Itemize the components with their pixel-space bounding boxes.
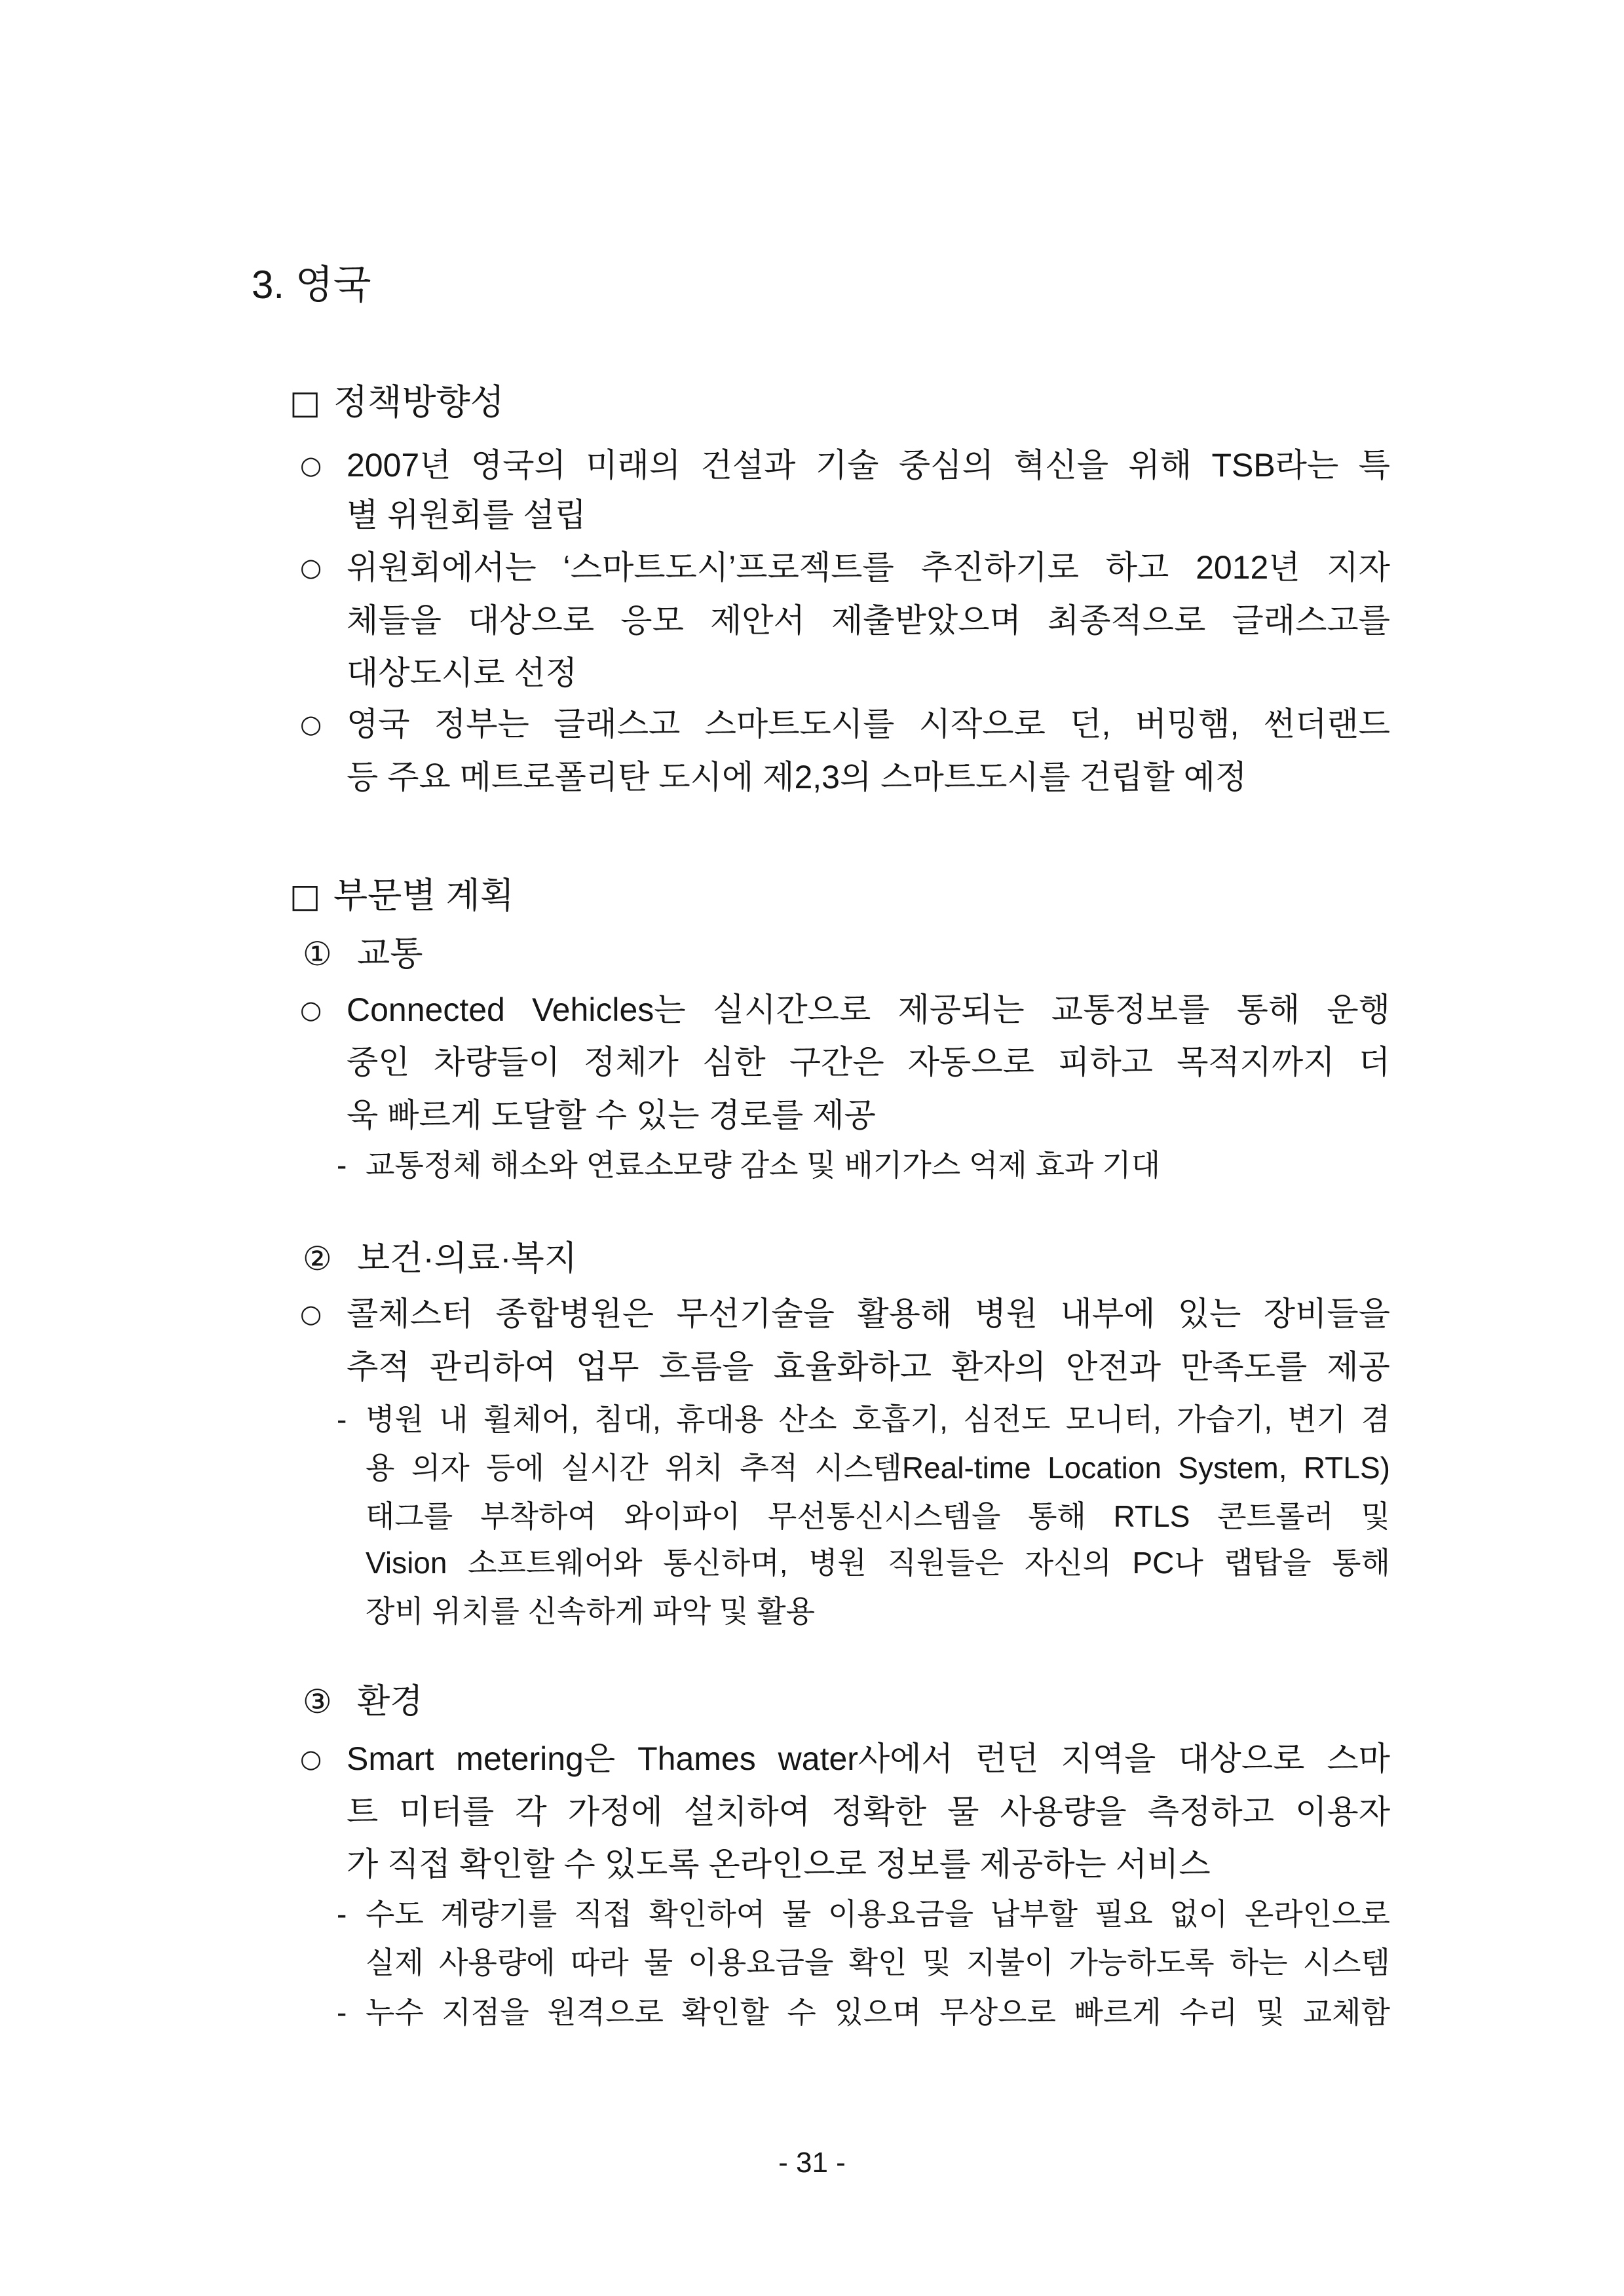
bullet-text: 욱 빠르게 도달할 수 있는 경로를 제공 — [347, 1097, 876, 1134]
bullet-text: 체들을 대상으로 응모 제안서 제출받았으며 최종적으로 글래스고를 — [347, 602, 1390, 639]
section-marker-square: □ — [290, 383, 321, 421]
bullet-line — [347, 1345, 1390, 1388]
note-dash-marker: - — [337, 1897, 347, 1931]
section-title-policy: 정책방향성 — [333, 383, 504, 422]
bullet-text: 2007년 영국의 미래의 건설과 기술 중심의 혁신을 위해 TSB라는 특 — [347, 447, 1390, 484]
sector-title-health: 보건·의료·복지 — [357, 1240, 578, 1278]
note-text: 태그를 부착하여 와이파이 무선통신시스템을 통해 RTLS 콘트롤러 및 — [366, 1499, 1390, 1533]
sector-title-transport: 교통 — [357, 935, 423, 973]
sector-title-environment: 환경 — [357, 1683, 423, 1721]
note-line — [366, 1993, 1390, 2032]
note-text: 용 의자 등에 실시간 위치 추적 시스템Real-time Location System, RTLS) — [366, 1451, 1390, 1485]
bullet-line — [347, 1041, 1390, 1084]
bullet-text: 콜체스터 종합병원은 무선기술을 활용해 병원 내부에 있는 장비들을 — [347, 1295, 1390, 1332]
bullet-text: 트 미터를 각 가정에 설치하여 정확한 물 사용량을 측정하고 이용자 — [347, 1793, 1390, 1830]
bullet-line — [347, 1737, 1390, 1780]
note-line — [366, 1497, 1390, 1536]
bullet-marker: ○ — [300, 710, 322, 738]
bullet-marker: ○ — [300, 1744, 322, 1773]
bullet-line — [347, 1843, 1390, 1886]
note-dash-marker: - — [337, 1995, 347, 2029]
bullet-text: 위원회에서는 ‘스마트도시’프로젝트를 추진하기로 하고 2012년 지자 — [347, 549, 1390, 586]
bullet-line — [347, 546, 1390, 589]
note-text: 장비 위치를 신속하게 파악 및 활용 — [366, 1594, 816, 1628]
note-text: 실제 사용량에 따라 물 이용요금을 확인 및 지불이 가능하도록 하는 시스템 — [366, 1945, 1390, 1980]
bullet-marker: ○ — [300, 451, 322, 480]
bullet-text: 가 직접 확인할 수 있도록 온라인으로 정보를 제공하는 서비스 — [347, 1846, 1211, 1883]
note-line — [366, 1448, 1390, 1487]
section-title-plans: 부문별 계획 — [333, 876, 514, 915]
bullet-text: 별 위원회를 설립 — [347, 497, 586, 533]
bullet-line — [347, 988, 1390, 1031]
bullet-text: 추적 관리하여 업무 흐름을 효율화하고 환자의 안전과 만족도를 제공 — [347, 1349, 1390, 1385]
bullet-text: Connected Vehicles는 실시간으로 제공되는 교통정보를 통해 운행 — [347, 991, 1390, 1028]
note-text: 수도 계량기를 직접 확인하여 물 이용요금을 납부할 필요 없이 온라인으로 — [366, 1897, 1390, 1931]
note-dash-marker: - — [337, 1402, 347, 1436]
note-dash-marker: - — [337, 1148, 347, 1182]
section-marker-square: □ — [290, 877, 321, 915]
note-line — [366, 1894, 1390, 1934]
chapter-title: 3. 영국 — [252, 263, 371, 307]
bullet-line — [347, 444, 1390, 487]
note-line — [366, 1592, 1390, 1631]
bullet-line — [347, 1790, 1390, 1833]
note-line — [366, 1543, 1390, 1582]
bullet-text: 등 주요 메트로폴리탄 도시에 제2,3의 스마트도시를 건립할 예정 — [347, 759, 1247, 795]
note-text: Vision 소프트웨어와 통신하며, 병원 직원들은 자신의 PC나 랩탑을 통해 — [366, 1546, 1390, 1580]
bullet-text: Smart metering은 Thames water사에서 런던 지역을 대상으로 스마 — [347, 1740, 1390, 1777]
note-line — [366, 1145, 1390, 1185]
bullet-line — [347, 1094, 1390, 1137]
bullet-marker: ○ — [300, 553, 322, 582]
bullet-marker: ○ — [300, 995, 322, 1024]
bullet-line — [347, 702, 1390, 746]
bullet-line — [347, 493, 1390, 537]
bullet-line — [347, 1292, 1390, 1335]
note-line — [366, 1400, 1390, 1439]
bullet-line — [347, 651, 1390, 695]
bullet-line — [347, 599, 1390, 642]
bullet-text: 중인 차량들이 정체가 심한 구간은 자동으로 피하고 목적지까지 더 — [347, 1044, 1390, 1081]
bullet-text: 영국 정부는 글래스고 스마트도시를 시작으로 던, 버밍햄, 썬더랜드 — [347, 706, 1390, 742]
bullet-line — [347, 756, 1390, 799]
note-text: 누수 지점을 원격으로 확인할 수 있으며 무상으로 빠르게 수리 및 교체함 — [366, 1995, 1390, 2029]
bullet-marker: ○ — [300, 1299, 322, 1328]
sector-number: ① — [303, 935, 332, 973]
bullet-text: 대상도시로 선정 — [347, 655, 577, 691]
sector-number: ③ — [303, 1683, 332, 1721]
note-text: 교통정체 해소와 연료소모량 감소 및 배기가스 억제 효과 기대 — [366, 1148, 1161, 1182]
note-line — [366, 1943, 1390, 1982]
note-text: 병원 내 휠체어, 침대, 휴대용 산소 호흡기, 심전도 모니터, 가습기, 변기 겸 — [366, 1402, 1390, 1436]
sector-number: ② — [303, 1240, 332, 1278]
page-number: - 31 - — [778, 2147, 846, 2179]
